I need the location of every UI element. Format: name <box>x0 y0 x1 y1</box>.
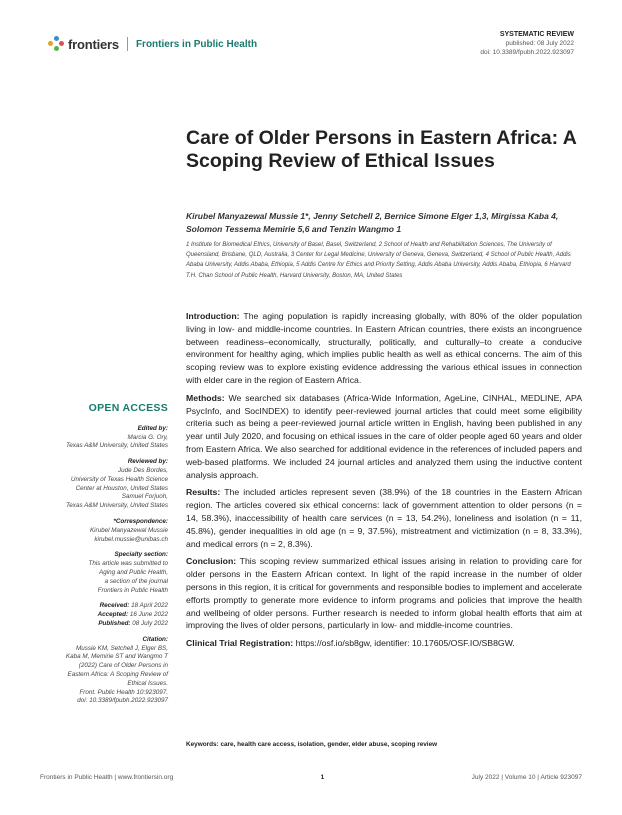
correspondence-name: Kirubel Manyazewal Mussie <box>89 526 168 534</box>
published-date: published: 08 July 2022 <box>505 40 574 47</box>
clinical-trial-registration <box>186 637 582 650</box>
abstract-methods <box>186 392 582 482</box>
article-type: SYSTEMATIC REVIEW <box>499 31 574 38</box>
page-header <box>48 30 574 70</box>
abstract-introduction <box>186 310 582 387</box>
reviewer-affiliation: Texas A&M University, United States <box>66 502 168 510</box>
reviewer-name: Jude Des Bordes, <box>117 466 168 474</box>
reviewed-by <box>40 458 168 511</box>
keywords: Keywords: care, health care access, isolation, gender, elder abuse, scoping review <box>186 741 438 748</box>
abstract-results <box>186 486 582 550</box>
open-access-label: OPEN ACCESS <box>88 402 168 414</box>
logo-wordmark: frontiers <box>68 36 119 52</box>
accepted-date <box>40 611 168 620</box>
specialty-line: This article was submitted to <box>88 560 168 568</box>
accepted-label: Accepted: <box>97 611 129 619</box>
results-label: Results: <box>186 487 221 498</box>
methods-text: We searched six databases (Africa-Wide Information, AgeLine, CINHAL, MEDLINE, APA PsycInfo, and SocINDEX) to identify peer-reviewed journal articles that could meet some eligibility criteria such as being a peer-reviewed journal article written in English, having been published in any year until July 2020, and focusing on ethical issues in the care of older people aged 60 years and older from Eastern Africa. We also searched for additional evidence in the references of included papers and web-based platforms. We included 24 journal articles and analyzed them using the inductive content analysis approach. <box>186 392 582 480</box>
citation-line: Kaba M, Memirie ST and Wangmo T <box>65 653 168 661</box>
trial-label: Clinical Trial Registration: <box>186 638 294 649</box>
citation-line: Ethical Issues. <box>127 679 168 687</box>
journal-name[interactable]: Frontiers in Public Health <box>135 38 258 50</box>
results-text: The included articles represent seven (38.9%) of the 18 countries in the Eastern African region. The articles covered six ethical concerns: lack of government attention to older persons (n = 14, 58.3%), inaccessibility of health care services (n = 13, 54.2%), loneliness and isolation (n = 11, 45.8%), gender inequalities in old age (n = 9, 37.5%), mistreatment and victimization (n = 8, 33.3%), and medical errors (n = 2, 8.3%). <box>186 487 582 549</box>
received-date <box>40 602 168 611</box>
citation-line: (2022) Care of Older Persons in <box>78 662 168 670</box>
accepted-value: 16 June 2022 <box>129 611 168 619</box>
publisher-logo[interactable] <box>48 36 257 52</box>
footer-journal[interactable]: Frontiers in Public Health | www.frontiersin.org <box>40 774 174 781</box>
published-label: Published: <box>98 619 131 627</box>
frontiers-logo-icon <box>48 36 64 52</box>
published-date-sidebar <box>40 620 168 629</box>
trial-link[interactable]: https://osf.io/sb8gw, identifier: 10.17605/OSF.IO/SB8GW. <box>295 638 515 649</box>
correspondence-email[interactable]: kirubel.mussie@unibas.ch <box>94 535 168 543</box>
reviewer-affiliation: University of Texas Health Science <box>70 475 168 483</box>
editor-affiliation: Texas A&M University, United States <box>66 442 168 450</box>
edited-by <box>40 425 168 451</box>
correspondence <box>40 518 168 544</box>
citation-label: Citation: <box>142 635 168 643</box>
reviewer-affiliation: Center at Houston, United States <box>75 484 168 492</box>
specialty-line: Aging and Public Health, <box>99 568 168 576</box>
conclusion-label: Conclusion: <box>186 556 237 567</box>
author-list: Kirubel Manyazewal Mussie 1*, Jenny Setchell 2, Bernice Simone Elger 1,3, Mirgissa Kaba 4, Solomon Tessema Memirie 5,6 and Tenzin Wangmo 1 <box>186 211 559 234</box>
methods-label: Methods: <box>186 392 225 403</box>
citation-doi[interactable]: doi: 10.3389/fpubh.2022.923097 <box>77 697 168 705</box>
citation-line: Eastern Africa: A Scoping Review of <box>67 670 168 678</box>
edited-by-label: Edited by: <box>137 424 168 432</box>
reviewed-by-label: Reviewed by: <box>127 458 168 466</box>
article-sidebar <box>40 404 168 713</box>
citation-line: Mussie KM, Setchell J, Elger BS, <box>75 644 168 652</box>
reviewer-name: Samuel Forjuoh, <box>121 493 168 501</box>
article-doi[interactable]: doi: 10.3389/fpubh.2022.923097 <box>480 49 574 56</box>
abstract <box>186 310 582 655</box>
specialty-line: a section of the journal <box>104 577 168 585</box>
page-number: 1 <box>320 774 325 781</box>
specialty-label: Specialty section: <box>114 551 168 559</box>
page-footer <box>40 774 582 781</box>
affiliations: 1 Institute for Biomedical Ethics, University of Basel, Basel, Switzerland, 2 School of Health and Rehabilitation Sciences, The University of Queensland, Brisbane, QLD, Australia, 3 Center for Legal Medicine, University of Geneva, Geneva, Switzerland, 4 School of Public Health, Addis Ababa University, Addis Ababa, Ethiopia, 5 Addis Centre for Ethics and Priority Setting, Addis Ababa University, Addis Ababa, Ethiopia, 6 Harvard T.H. Chan School of Public Health, Harvard University, Boston, MA, United States <box>186 242 571 279</box>
abstract-conclusion <box>186 555 582 632</box>
conclusion-text: This scoping review summarized ethical issues arising in relation to providing care for older persons in the Eastern African context. In light of the rapid increase in the number of older persons in this region, it is critical for governments and responsible bodies to implement and accelerate efforts promptly to generate more evidence to inform programs and policies that improve the health and wellbeing of older persons. Further research is needed to inform global health efforts that aim at improving the lives of older persons, particularly in low- and middle-income countries. <box>186 556 582 631</box>
received-label: Received: <box>99 602 130 610</box>
introduction-text: The aging population is rapidly increasing globally, with 80% of the older population living in low- and middle-income countries. In Eastern African countries, there exists an incongruence between readiness–economically, structurally, politically, and culturally–to create a conducive environment for healthy aging, which implies public health as well as ethical concerns. The aim of this scoping review was to explore existing evidence addressing the various ethical issues in connection with elder care in the region of Eastern Africa. <box>186 311 582 385</box>
specialty-section <box>40 551 168 595</box>
citation <box>40 636 168 706</box>
introduction-label: Introduction: <box>186 311 240 321</box>
editor-name: Marcia G. Ory, <box>127 433 168 441</box>
logo-divider <box>127 37 128 51</box>
correspondence-label: *Correspondence: <box>113 517 168 525</box>
specialty-line: Frontiers in Public Health <box>97 586 168 594</box>
footer-issue: July 2022 | Volume 10 | Article 923097 <box>471 774 582 781</box>
dates <box>40 602 168 628</box>
received-value: 18 April 2022 <box>131 602 168 610</box>
article-title: Care of Older Persons in Eastern Africa: A Scoping Review of Ethical Issues <box>186 127 577 172</box>
published-value: 08 July 2022 <box>132 619 168 627</box>
article-meta <box>480 30 574 57</box>
citation-line: Front. Public Health 10:923097. <box>79 688 168 696</box>
